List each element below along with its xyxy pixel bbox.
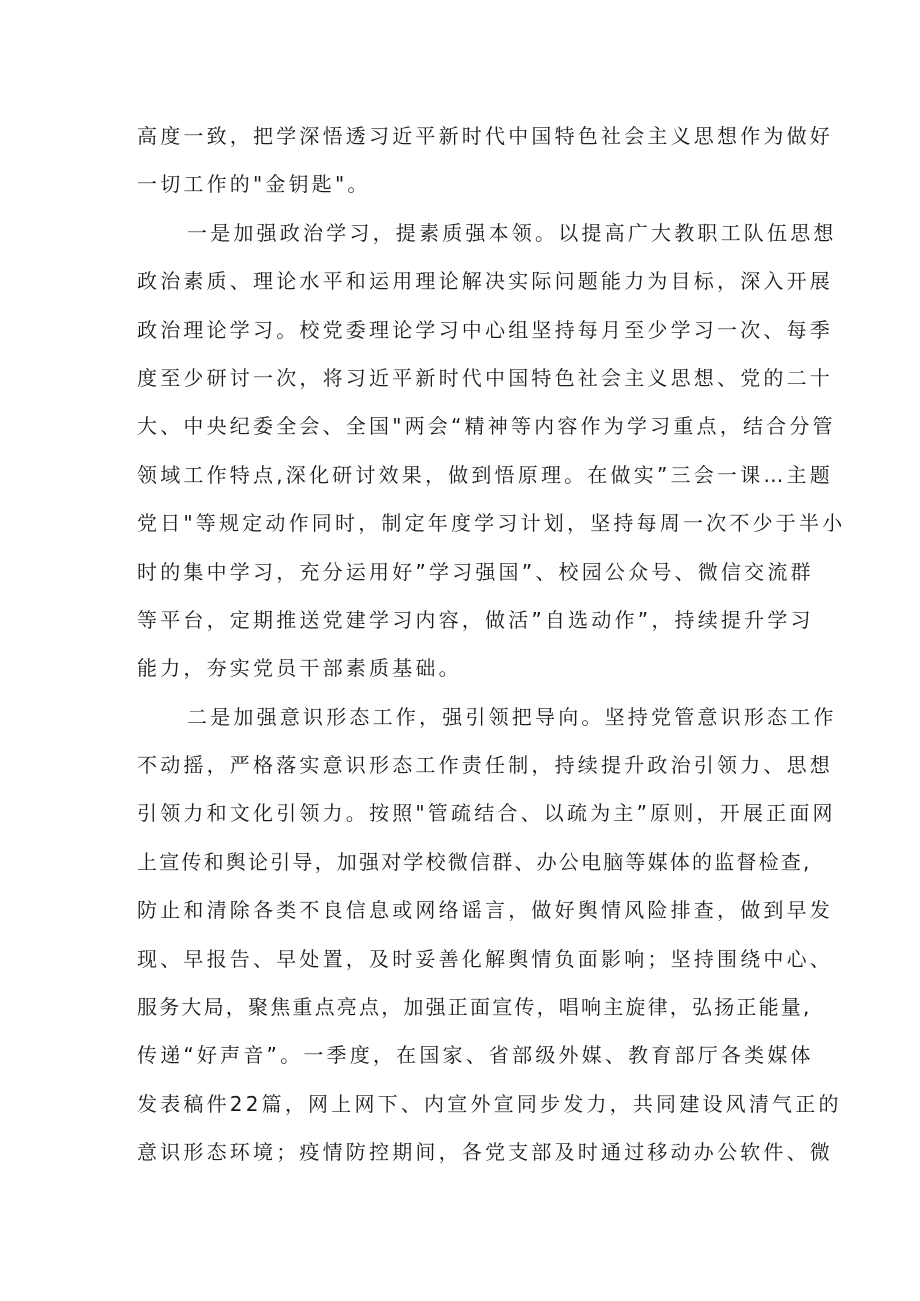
text-line: 大、中央纪委全会、全国"两会“精神等内容作为学习重点，结合分管 (137, 414, 836, 439)
text-line: 传递“好声音”。一季度，在国家、省部级外媒、教育部厅各类媒体 (137, 1043, 814, 1068)
text-line: 服务大局，聚焦重点亮点，加强正面宣传，唱响主旋律，弘扬正能量, (137, 995, 812, 1020)
text-line: 领域工作特点,深化研讨效果，做到悟原理。在做实”三会一课…主题 (137, 462, 833, 487)
text-line: 意识形态环境；疫情防控期间，各党支部及时通过移动办公软件、微 (137, 1140, 833, 1165)
text-line: 政治理论学习。校党委理论学习中心组坚持每月至少学习一次、每季 (137, 317, 833, 342)
text-line: 现、早报告、早处置，及时妥善化解舆情负面影响；坚持围绕中心、 (137, 946, 833, 971)
paragraph-start-line: 二是加强意识形态工作，强引领把导向。坚持党管意识形态工作 (187, 704, 837, 729)
text-line: 防止和清除各类不良信息或网络谣言，做好舆情风险排查，做到早发 (137, 898, 833, 923)
text-line: 等平台，定期推送党建学习内容，做活”自选动作”，持续提升学习 (137, 607, 814, 632)
text-line: 上宣传和舆论引导，加强对学校微信群、办公电脑等媒体的监督检查, (137, 849, 812, 874)
text-line: 时的集中学习，充分运用好”学习强国”、校园公众号、微信交流群 (137, 559, 814, 584)
text-line: 一切工作的"金钥匙"。 (137, 172, 371, 197)
text-line: 能力，夯实党员干部素质基础。 (137, 656, 462, 681)
text-line: 政治素质、理论水平和运用理论解决实际问题能力为目标，深入开展 (137, 269, 833, 294)
text-line: 党日"等规定动作同时，制定年度学习计划，坚持每周一次不少于半小 (137, 511, 846, 536)
text-line: 高度一致，把学深悟透习近平新时代中国特色社会主义思想作为做好 (137, 124, 833, 148)
paragraph-start-line: 一是加强政治学习，提素质强本领。以提高广大教职工队伍思想 (187, 220, 837, 245)
document-body (137, 112, 846, 1177)
text-line: 度至少研讨一次，将习近平新时代中国特色社会主义思想、党的二十 (137, 365, 833, 390)
text-line: 引领力和文化引领力。按照"管疏结合、以疏为主”原则，开展正面网 (137, 801, 836, 826)
text-line: 发表稿件22篇，网上网下、内宣外宣同步发力，共同建设风清气正的 (137, 1091, 842, 1116)
text-line: 不动摇，严格落实意识形态工作责任制，持续提升政治引领力、思想 (137, 753, 833, 778)
